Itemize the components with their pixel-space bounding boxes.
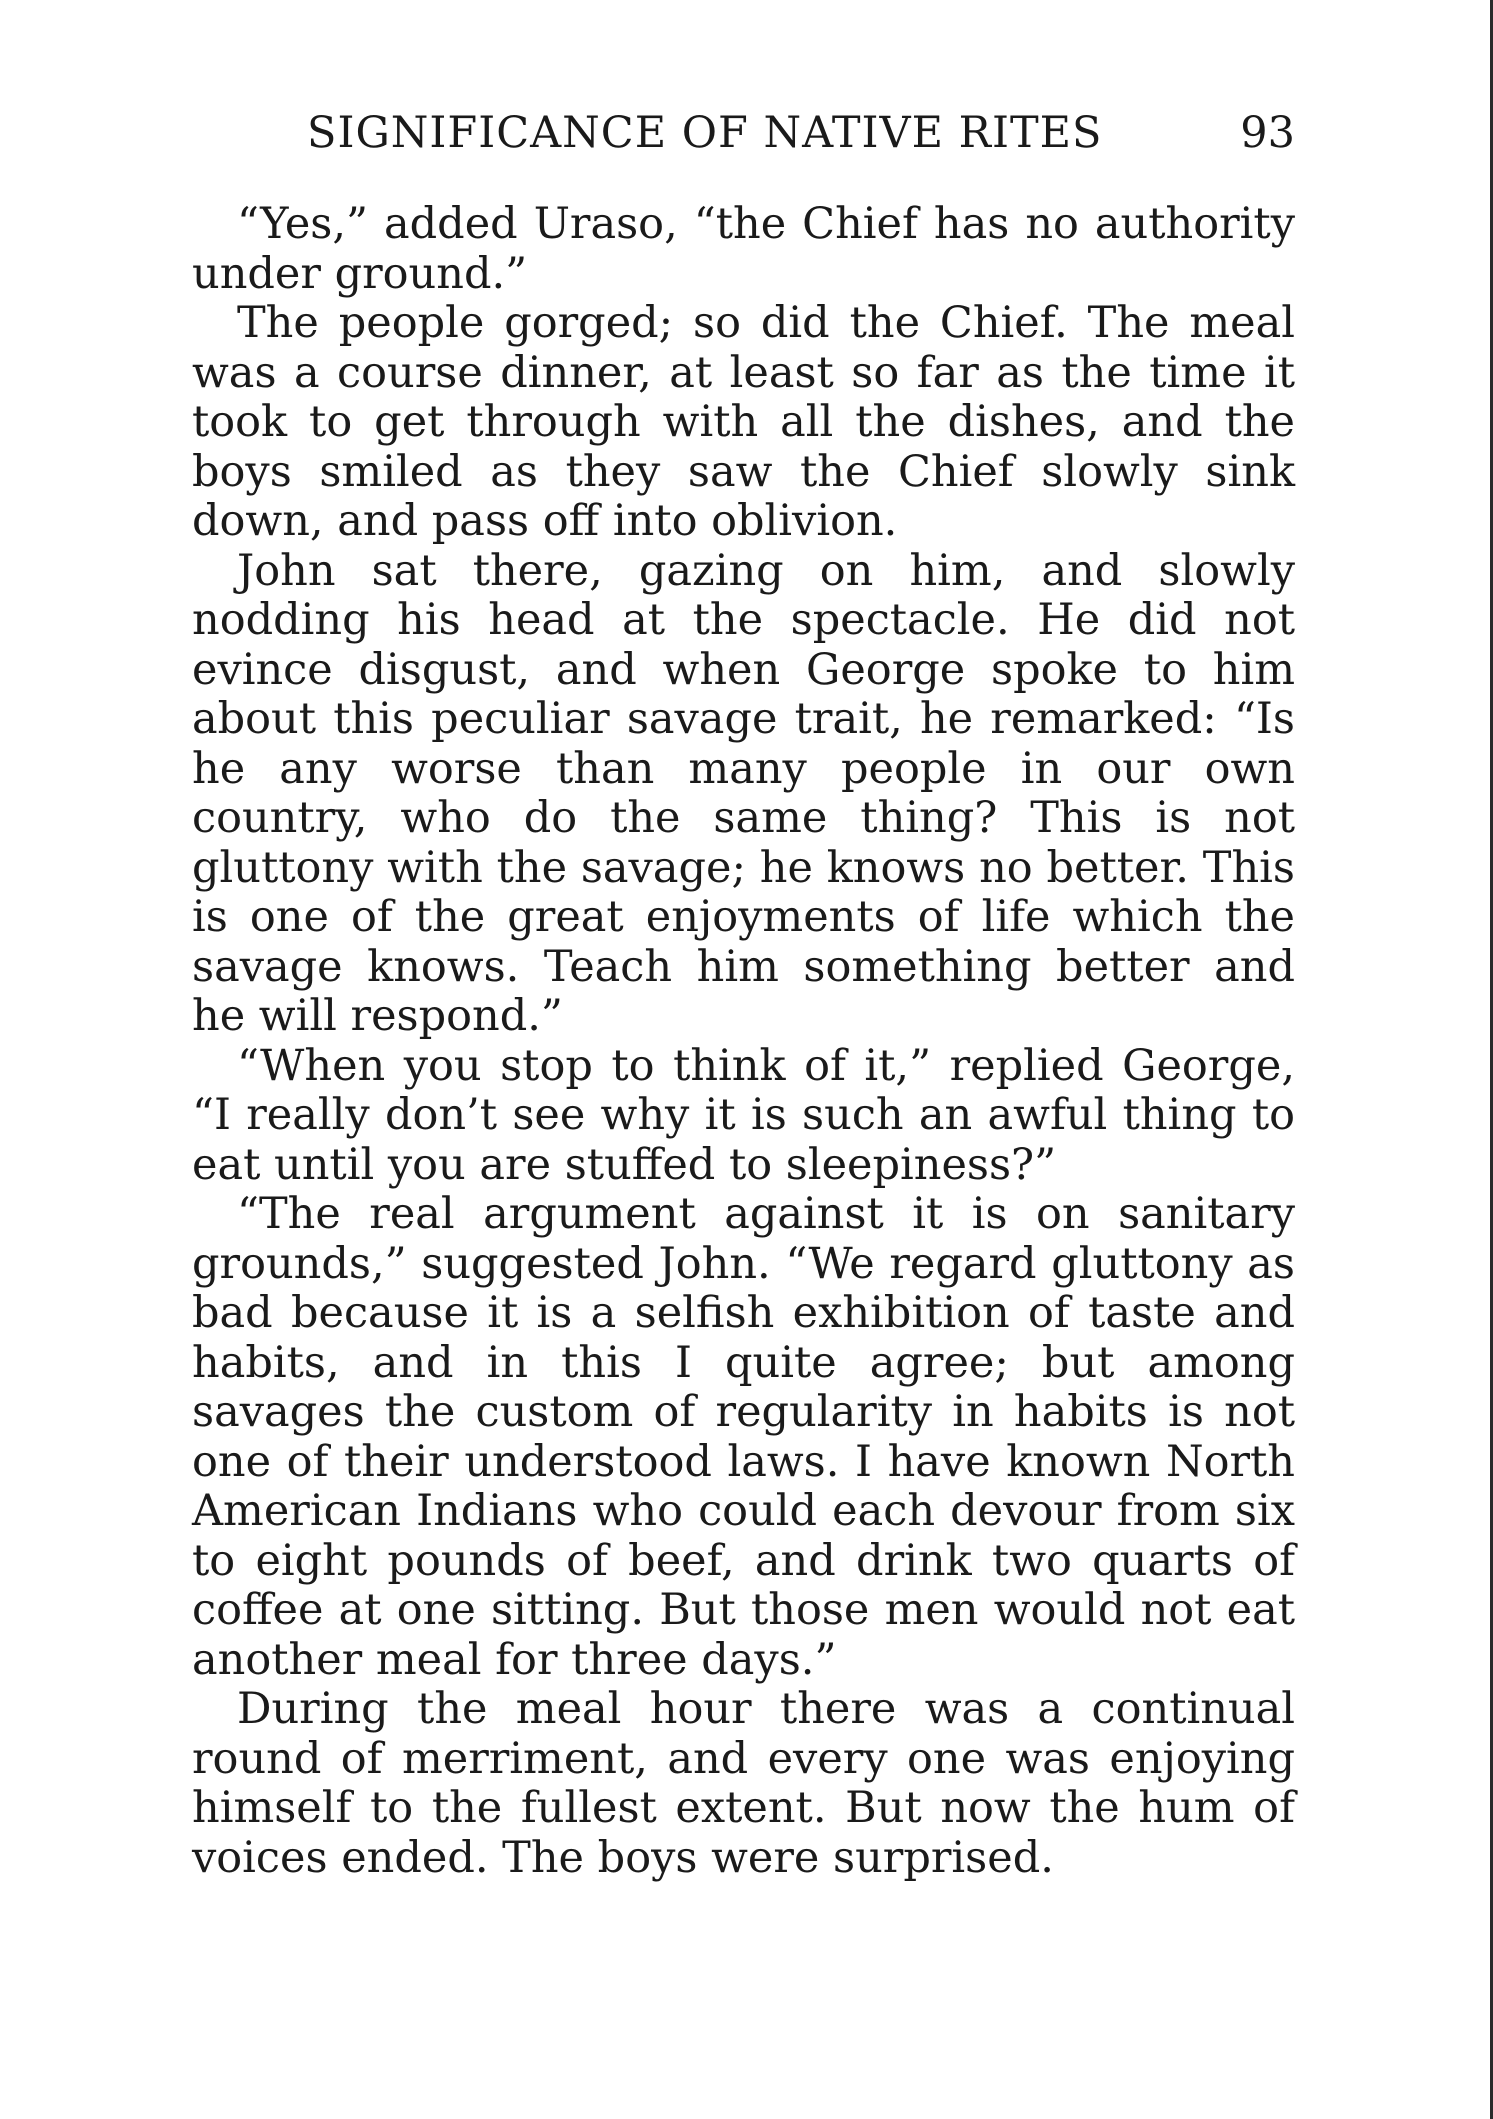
paragraph-john-argument: “The real argument against it is on sanitary grounds,” suggested John. “We regard gluttony as bad because it is a selfish exhibition of taste and habits, and in this I quite agree; but among savages the custom of regularity in habits is not one of their understood laws. I have known North American Indians who could each devour from six to eight pounds of beef, and drink two quarts of coffee at one sitting. But those men would not eat another meal for three days.” (192, 1189, 1295, 1685)
paragraph-george-reply: “When you stop to think of it,” replied George, “I really don’t see why it is such an awful thing to eat until you are stuffed to sleepiness?” (192, 1040, 1295, 1190)
running-title: SIGNIFICANCE OF NATIVE RITES (307, 108, 1103, 158)
paragraph-meal-hour: During the meal hour there was a continual round of merriment, and every one was enjoying himself to the fullest extent. But now the hum of voices ended. The boys were surprised. (192, 1684, 1295, 1883)
paragraph-feast: The people gorged; so did the Chief. The meal was a course dinner, at least so far as the time it took to get through with all the dishes, and the boys smiled as they saw the Chief slowly sink down, and pass off into oblivion. (192, 298, 1295, 546)
paragraph-uraso-reply: “Yes,” added Uraso, “the Chief has no authority under ground.” (192, 199, 1295, 299)
body-text (192, 200, 1295, 1883)
page-number: 93 (1240, 108, 1295, 158)
running-header (192, 108, 1295, 168)
paragraph-john-remark: John sat there, gazing on him, and slowly nodding his head at the spectacle. He did not evince disgust, and when George spoke to him about this peculiar savage trait, he remarked: “Is he any worse than many people in our own country, who do the same thing? This is not gluttony with the savage; he knows no better. This is one of the great enjoyments of life which the savage knows. Teach him something better and he will respond.” (192, 545, 1295, 1041)
